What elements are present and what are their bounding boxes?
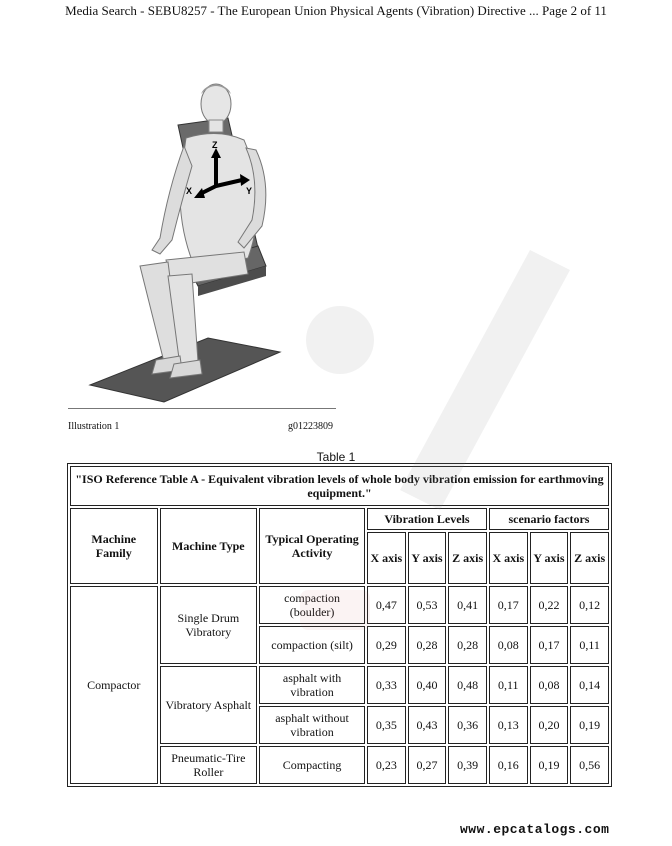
value-cell: 0,14 (570, 666, 609, 704)
value-cell: 0,56 (570, 746, 609, 784)
value-cell: 0,12 (570, 586, 609, 624)
header-scenario-factors: scenario factors (489, 508, 609, 530)
z-axis-label: Z (212, 140, 218, 150)
header-machine-type: Machine Type (160, 508, 258, 584)
activity-cell: Compacting (259, 746, 365, 784)
value-cell: 0,36 (448, 706, 487, 744)
value-cell: 0,48 (448, 666, 487, 704)
vibration-table (67, 463, 612, 787)
value-cell: 0,41 (448, 586, 487, 624)
value-cell: 0,08 (530, 666, 569, 704)
machine-family-cell: Compactor (70, 586, 158, 784)
vibration-table-container (67, 463, 612, 787)
illustration-label: Illustration 1 (68, 421, 120, 432)
value-cell: 0,28 (448, 626, 487, 664)
header-activity: Typical Operating Activity (259, 508, 365, 584)
value-cell: 0,35 (367, 706, 406, 744)
value-cell: 0,11 (489, 666, 528, 704)
illustration-divider (68, 408, 336, 409)
y-axis-label: Y (246, 186, 253, 196)
page-header: Media Search - SEBU8257 - The European Union Physical Agents (Vibration) Directive ... Page 2 of 11 (65, 3, 607, 18)
value-cell: 0,33 (367, 666, 406, 704)
machine-type-cell: Pneumatic-Tire Roller (160, 746, 258, 784)
value-cell: 0,29 (367, 626, 406, 664)
illustration-code: g01223809 (288, 421, 333, 432)
activity-cell: asphalt without vibration (259, 706, 365, 744)
value-cell: 0,40 (408, 666, 447, 704)
table-title: "ISO Reference Table A - Equivalent vibration levels of whole body vibration emission for earthmoving equipment." (70, 466, 609, 506)
table-row (70, 586, 609, 624)
value-cell: 0,53 (408, 586, 447, 624)
value-cell: 0,16 (489, 746, 528, 784)
value-cell: 0,19 (570, 706, 609, 744)
value-cell: 0,17 (530, 626, 569, 664)
activity-cell: compaction (silt) (259, 626, 365, 664)
activity-cell: compaction (boulder) (259, 586, 365, 624)
header-sf-z: Z axis (570, 532, 609, 584)
value-cell: 0,27 (408, 746, 447, 784)
activity-cell: asphalt with vibration (259, 666, 365, 704)
value-cell: 0,22 (530, 586, 569, 624)
header-machine-family: Machine Family (70, 508, 158, 584)
value-cell: 0,39 (448, 746, 487, 784)
value-cell: 0,19 (530, 746, 569, 784)
table-caption: Table 1 (316, 450, 356, 464)
header-sf-y: Y axis (530, 532, 569, 584)
value-cell: 0,23 (367, 746, 406, 784)
x-axis-label: X (186, 186, 193, 196)
footer-url: www.epcatalogs.com (460, 822, 610, 837)
value-cell: 0,20 (530, 706, 569, 744)
value-cell: 0,13 (489, 706, 528, 744)
header-vib-x: X axis (367, 532, 406, 584)
value-cell: 0,28 (408, 626, 447, 664)
header-vib-z: Z axis (448, 532, 487, 584)
machine-type-cell: Single Drum Vibratory (160, 586, 258, 664)
header-vib-y: Y axis (408, 532, 447, 584)
seated-operator-illustration (68, 70, 336, 410)
header-vibration-levels: Vibration Levels (367, 508, 487, 530)
value-cell: 0,17 (489, 586, 528, 624)
value-cell: 0,47 (367, 586, 406, 624)
value-cell: 0,11 (570, 626, 609, 664)
header-sf-x: X axis (489, 532, 528, 584)
value-cell: 0,08 (489, 626, 528, 664)
value-cell: 0,43 (408, 706, 447, 744)
machine-type-cell: Vibratory Asphalt (160, 666, 258, 744)
